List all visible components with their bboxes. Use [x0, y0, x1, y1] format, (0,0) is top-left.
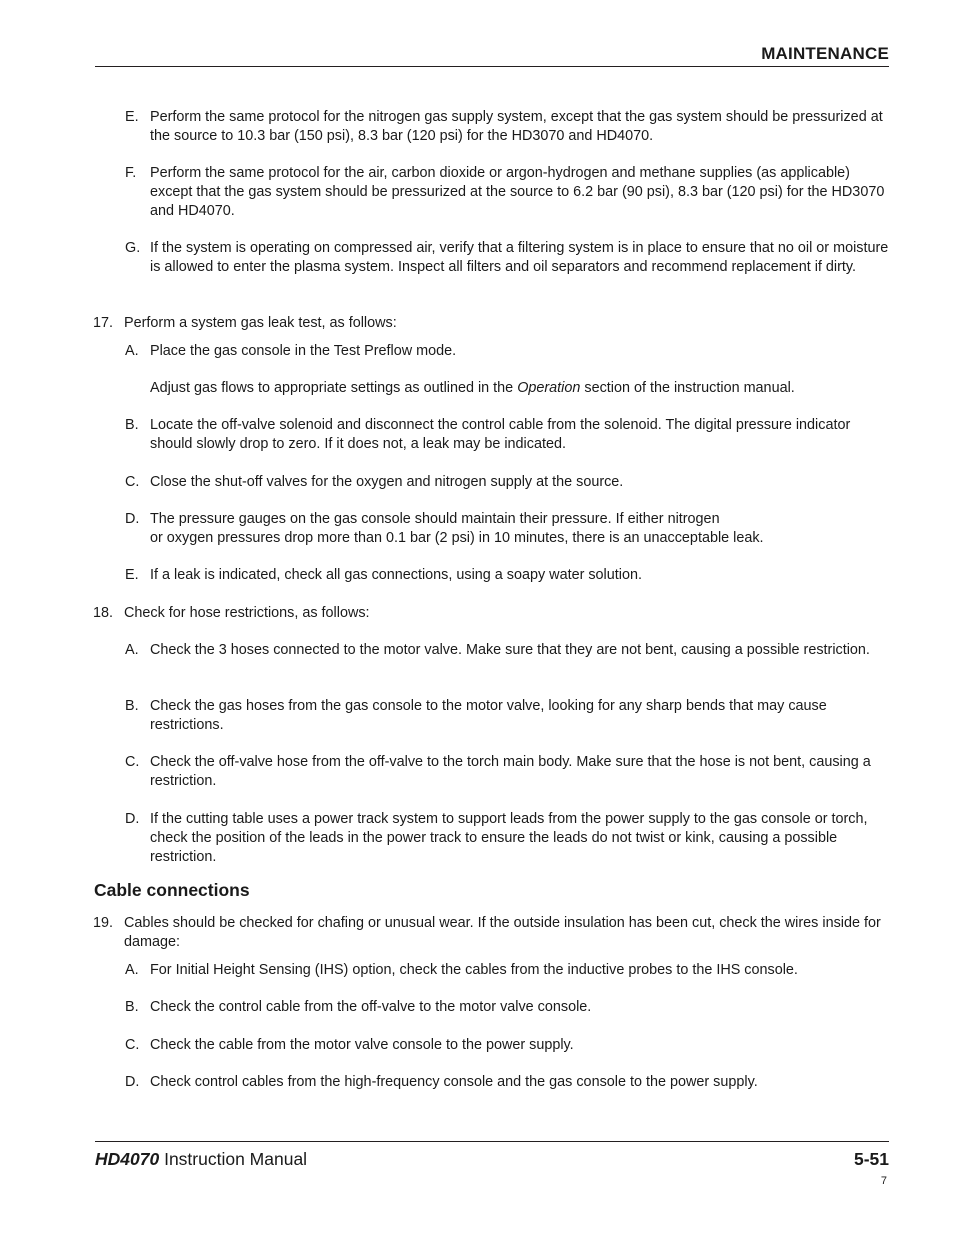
item-text: Check the cable from the motor valve console to the power supply. — [150, 1037, 574, 1053]
page-number: 5-51 — [853, 1149, 889, 1169]
item-letter: A. — [125, 962, 139, 978]
list-item — [125, 239, 890, 277]
item-letter: F. — [125, 165, 137, 181]
item-letter: A. — [125, 642, 139, 658]
list-item — [125, 473, 890, 492]
item-letter: C. — [125, 1037, 140, 1053]
item-text: Perform the same protocol for the nitrogen gas supply system, except that the gas system should be pressurized at the source to 10.3 bar (150 psi), 8.3 bar (120 psi) for the HD3070 and HD4070. — [150, 109, 883, 144]
item-text: Locate the off-valve solenoid and disconnect the control cable from the solenoid. The digital pressure indicator should slowly drop to zero. If it does not, a leak may be indicated. — [150, 417, 851, 452]
item-text: Check the gas hoses from the gas console to the motor valve, looking for any sharp bends that may cause restrictions. — [150, 698, 827, 733]
list-item — [125, 1036, 890, 1055]
page-header — [95, 42, 889, 67]
item-text-line: or oxygen pressures drop more than 0.1 bar (2 psi) in 10 minutes, there is an unacceptable leak. — [150, 529, 764, 546]
list-item — [125, 164, 890, 220]
list-item — [125, 753, 890, 791]
footer-manual-title — [95, 1149, 307, 1170]
item-letter: A. — [125, 343, 139, 359]
list-item-note — [150, 379, 890, 398]
item-text: Check control cables from the high-frequency console and the gas console to the power supply. — [150, 1074, 758, 1090]
item-letter: D. — [125, 511, 140, 527]
step-text: Check for hose restrictions, as follows: — [124, 605, 370, 621]
note-text-post: section of the instruction manual. — [580, 380, 795, 396]
item-letter: G. — [125, 240, 141, 256]
note-text-pre: Adjust gas flows to appropriate settings as outlined in the — [150, 380, 518, 396]
note-emphasis: Operation — [517, 380, 581, 396]
item-letter: C. — [125, 474, 140, 490]
item-letter: D. — [125, 1074, 140, 1090]
step-17 — [93, 314, 889, 333]
list-item — [125, 998, 890, 1017]
step-text: Cables should be checked for chafing or unusual wear. If the outside insulation has been cut, check the wires inside for damage: — [124, 915, 881, 950]
step-number: 19. — [93, 915, 114, 931]
step-text: Perform a system gas leak test, as follows: — [124, 315, 397, 331]
step-18 — [93, 604, 889, 623]
item-text: If the system is operating on compressed air, verify that a filtering system is in place to ensure that no oil or moisture is allowed to enter the plasma system. Inspect all filters and oil separators and recommend replacement if dirty. — [150, 240, 889, 275]
list-item — [125, 566, 890, 585]
item-text-line: The pressure gauges on the gas console should maintain their pressure. If either nitrogen — [150, 511, 720, 527]
footer-model: HD4070 — [95, 1149, 160, 1169]
page-index: 7 — [880, 1175, 887, 1187]
item-letter: E. — [125, 109, 139, 125]
item-text: Check the control cable from the off-valve to the motor valve console. — [150, 999, 592, 1015]
item-text: For Initial Height Sensing (IHS) option, check the cables from the inductive probes to the IHS console. — [150, 962, 798, 978]
list-item — [125, 961, 890, 980]
list-item — [125, 697, 890, 735]
list-item — [125, 1073, 890, 1092]
section-heading: Cable connections — [94, 880, 250, 900]
list-item — [125, 510, 890, 548]
item-letter: C. — [125, 754, 140, 770]
list-item — [125, 416, 890, 454]
item-text: Perform the same protocol for the air, carbon dioxide or argon-hydrogen and methane supplies (as applicable) except that the gas system should be pressurized at the source to 6.2 bar (90 psi), 8.3 bar (120 psi) for the HD3070 and HD4070. — [150, 165, 885, 219]
item-letter: B. — [125, 698, 139, 714]
step-number: 17. — [93, 315, 114, 331]
item-text: If the cutting table uses a power track system to support leads from the power supply to the gas console or torch, check the position of the leads in the power track to ensure the leads do not twist or kink, causing a possible restriction. — [150, 811, 868, 865]
item-letter: B. — [125, 417, 139, 433]
list-item — [125, 342, 890, 361]
item-letter: E. — [125, 567, 139, 583]
list-item — [125, 810, 890, 866]
item-text: Check the 3 hoses connected to the motor valve. Make sure that they are not bent, causing a possible restriction. — [150, 642, 870, 658]
list-item — [125, 108, 890, 146]
footer-manual-label: Instruction Manual — [159, 1149, 308, 1169]
list-item — [125, 641, 890, 660]
footer-divider — [95, 1141, 889, 1142]
step-number: 18. — [93, 605, 114, 621]
item-text: Close the shut-off valves for the oxygen and nitrogen supply at the source. — [150, 474, 624, 490]
section-title: MAINTENANCE — [761, 44, 889, 63]
step-19 — [93, 914, 889, 952]
item-text: If a leak is indicated, check all gas connections, using a soapy water solution. — [150, 567, 642, 583]
item-letter: D. — [125, 811, 140, 827]
item-text: Check the off-valve hose from the off-valve to the torch main body. Make sure that the hose is not bent, causing a restriction. — [150, 754, 871, 789]
item-text: Place the gas console in the Test Preflow mode. — [150, 343, 457, 359]
item-letter: B. — [125, 999, 139, 1015]
